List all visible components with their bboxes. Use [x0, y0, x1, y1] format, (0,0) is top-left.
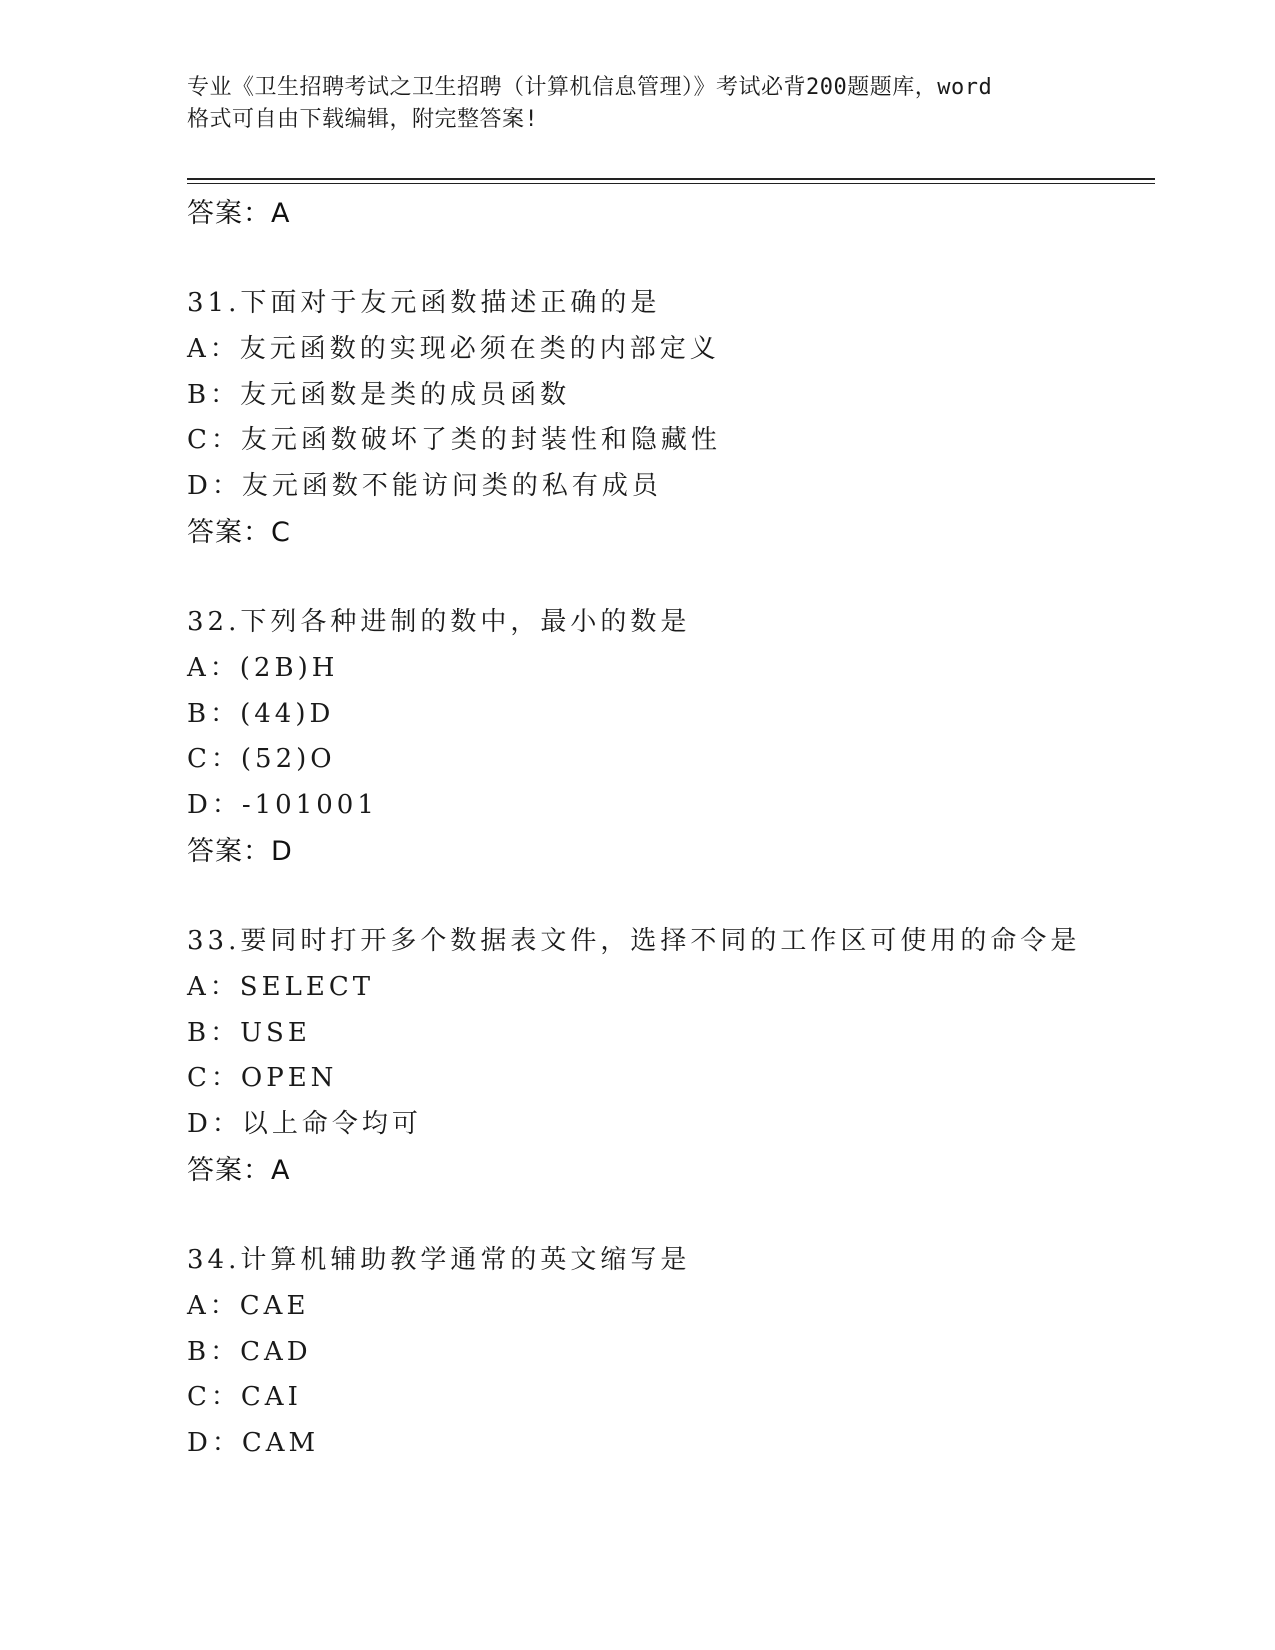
- document-header: [187, 72, 1087, 136]
- previous-answer: 答案：A: [187, 198, 291, 229]
- option-a: A：(2B)H: [187, 652, 339, 683]
- option-a: A：CAE: [187, 1290, 310, 1321]
- option-c: C：CAI: [187, 1382, 302, 1413]
- question-33: [187, 919, 1155, 1194]
- header-divider-thick: [187, 178, 1155, 180]
- question-34: [187, 1238, 1155, 1467]
- option-a: A：友元函数的实现必须在类的内部定义: [187, 333, 720, 364]
- option-c: C：OPEN: [187, 1063, 338, 1094]
- option-b: B：USE: [187, 1017, 311, 1048]
- option-b: B：(44)D: [187, 698, 335, 729]
- question-stem: 32.下列各种进制的数中，最小的数是: [187, 606, 691, 637]
- header-divider-thin: [187, 183, 1155, 184]
- question-list: [187, 188, 1155, 1467]
- option-c: C：(52)O: [187, 744, 336, 775]
- header-line-2: 格式可自由下载编辑，附完整答案!: [187, 107, 539, 132]
- header-line-1: 专业《卫生招聘考试之卫生招聘（计算机信息管理）》考试必背200题题库，word: [187, 75, 993, 100]
- question-32: [187, 600, 1155, 875]
- option-d: D：CAM: [187, 1428, 320, 1459]
- option-a: A：SELECT: [187, 971, 375, 1002]
- answer-label: 答案：A: [187, 1154, 291, 1186]
- answer-label: 答案：C: [187, 516, 291, 548]
- question-stem: 31.下面对于友元函数描述正确的是: [187, 288, 661, 318]
- option-b: B：友元函数是类的成员函数: [187, 379, 571, 410]
- option-d: D：友元函数不能访问类的私有成员: [187, 471, 662, 502]
- option-b: B：CAD: [187, 1336, 312, 1367]
- question-31: [187, 281, 1155, 556]
- option-d: D：-101001: [187, 790, 378, 821]
- option-c: C：友元函数破坏了类的封装性和隐藏性: [187, 425, 721, 456]
- question-stem: 34.计算机辅助教学通常的英文缩写是: [187, 1244, 691, 1275]
- answer-label: 答案：D: [187, 835, 293, 867]
- option-d: D：以上命令均可: [187, 1109, 422, 1140]
- question-stem: 33.要同时打开多个数据表文件，选择不同的工作区可使用的命令是: [187, 925, 1081, 956]
